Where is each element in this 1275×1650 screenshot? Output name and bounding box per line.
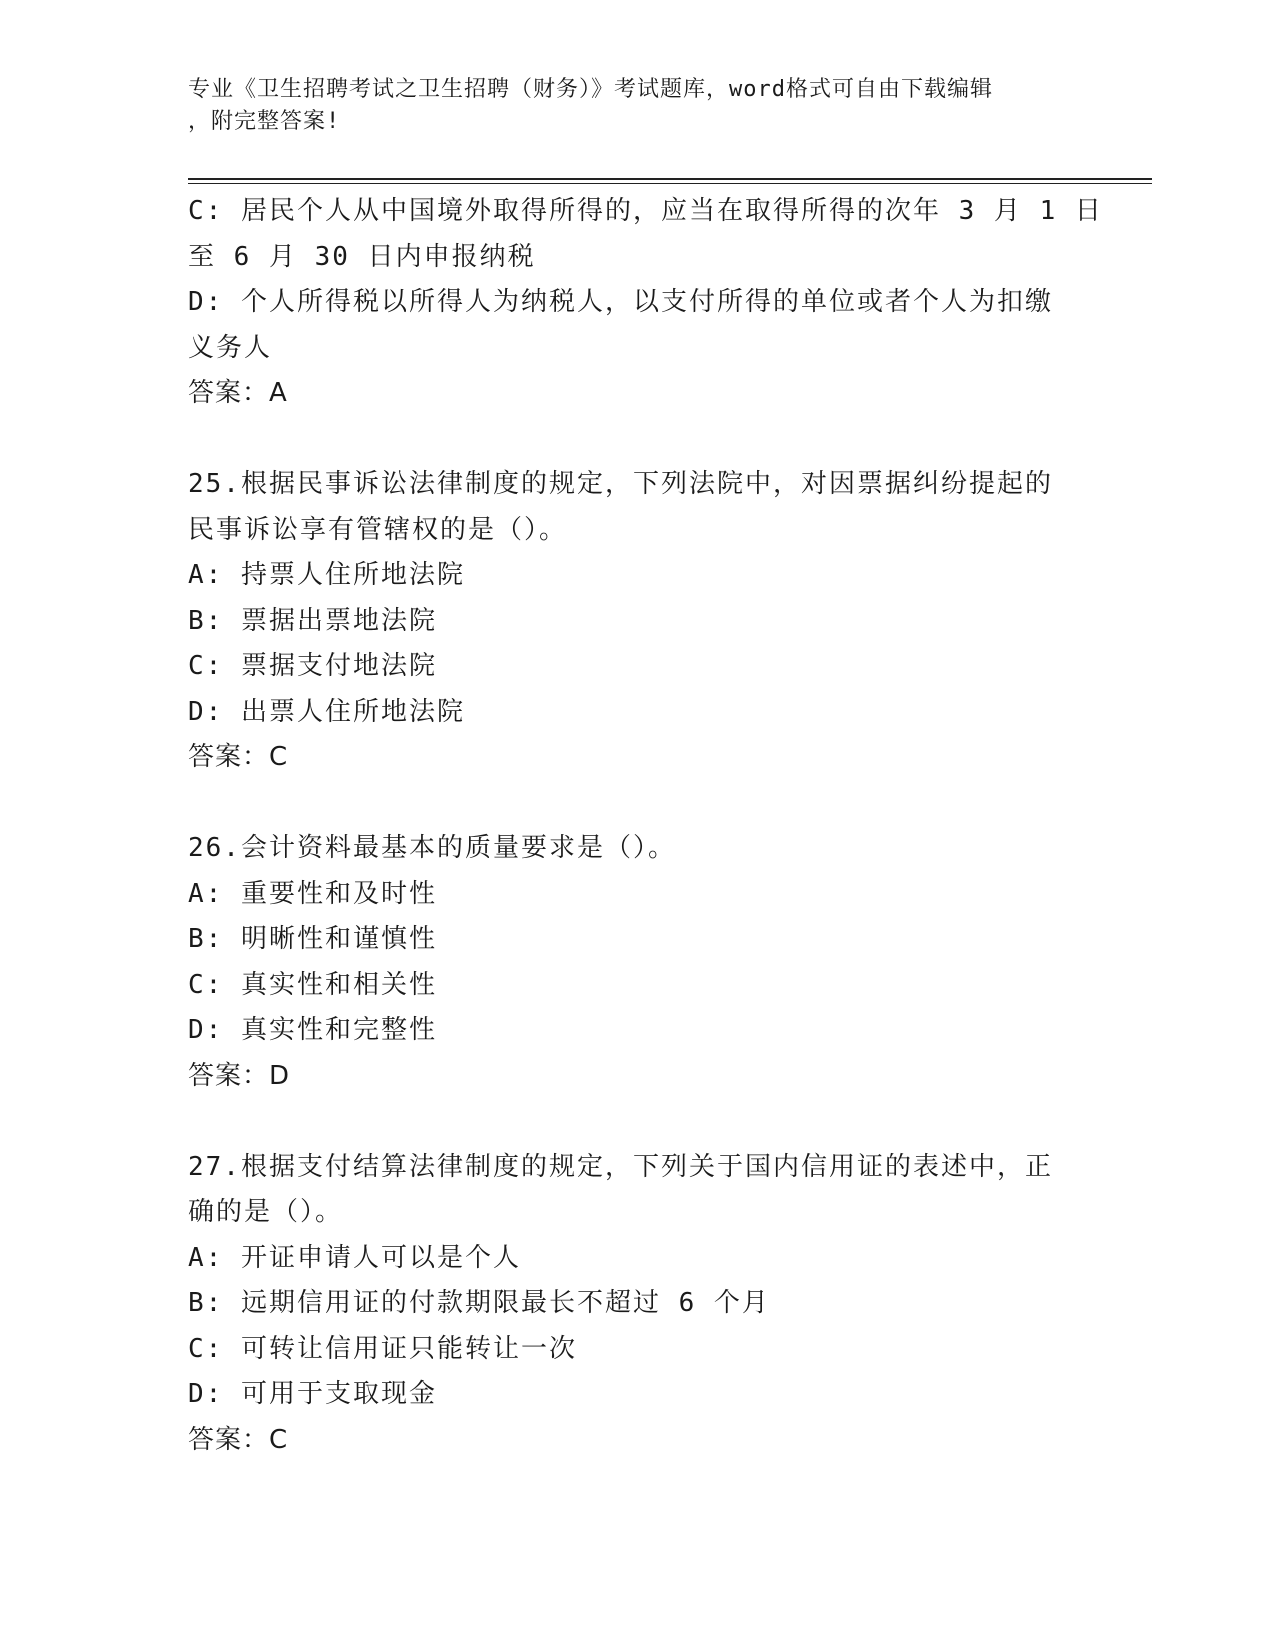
- option-c: C: 真实性和相关性: [188, 969, 437, 1000]
- option-b: B: 明晰性和谨慎性: [188, 924, 437, 954]
- spacer: [188, 1099, 1088, 1145]
- spacer: [188, 417, 1088, 463]
- option-c-continued: 至 6 月 30 日内申报纳税: [188, 241, 536, 272]
- question-stem-continued: 确的是（）。: [188, 1197, 344, 1227]
- option-b: B: 远期信用证的付款期限最长不超过 6 个月: [188, 1288, 770, 1318]
- option-a: A: 开证申请人可以是个人: [188, 1242, 521, 1273]
- option-a: A: 重要性和及时性: [188, 878, 437, 909]
- option-d: D: 出票人住所地法院: [188, 696, 465, 727]
- question-stem-continued: 民事诉讼享有管辖权的是（）。: [188, 514, 568, 545]
- answer-label: 答案：A: [188, 378, 288, 408]
- question-26: [188, 826, 1088, 1099]
- answer-label: 答案：D: [188, 1060, 291, 1091]
- option-a: A: 持票人住所地法院: [188, 560, 465, 590]
- option-c: C: 票据支付地法院: [188, 651, 437, 681]
- question-24-continued: [188, 189, 1103, 417]
- option-d: D: 可用于支取现金: [188, 1379, 437, 1409]
- option-b: B: 票据出票地法院: [188, 605, 437, 636]
- header-divider-thick: [188, 178, 1152, 180]
- option-c: C: 可转让信用证只能转让一次: [188, 1333, 577, 1364]
- answer-label: 答案：C: [188, 742, 289, 772]
- header-divider-thin: [188, 183, 1152, 184]
- answer-label: 答案：C: [188, 1424, 289, 1455]
- header-line-2: ，附完整答案!: [188, 109, 341, 134]
- option-c: C: 居民个人从中国境外取得所得的，应当在取得所得的次年 3 月 1 日: [188, 196, 1103, 226]
- question-content: [188, 189, 1103, 1463]
- spacer: [188, 781, 1088, 827]
- question-27: [188, 1145, 1088, 1464]
- document-header: [188, 74, 1068, 138]
- question-25: [188, 462, 1088, 781]
- option-d-continued: 义务人: [188, 332, 273, 363]
- option-d: D: 个人所得税以所得人为纳税人，以支付所得的单位或者个人为扣缴: [188, 287, 1053, 317]
- question-stem: 26.会计资料最基本的质量要求是（）。: [188, 833, 676, 863]
- question-stem: 27.根据支付结算法律制度的规定，下列关于国内信用证的表述中，正: [188, 1151, 1053, 1182]
- header-line-1: 专业《卫生招聘考试之卫生招聘（财务）》考试题库，word格式可自由下载编辑: [188, 77, 993, 102]
- option-d: D: 真实性和完整性: [188, 1015, 437, 1045]
- question-stem: 25.根据民事诉讼法律制度的规定，下列法院中，对因票据纠纷提起的: [188, 469, 1053, 499]
